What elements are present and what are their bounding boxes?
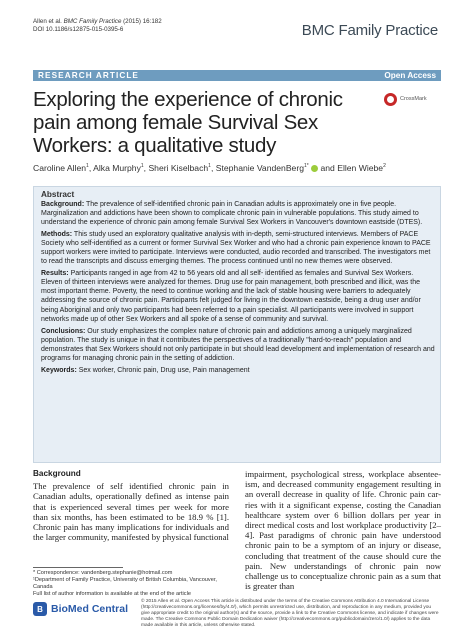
footnotes <box>33 570 229 598</box>
affiliation: ¹Department of Family Practice, University of British Columbia, Vancouver, Canada <box>33 577 217 590</box>
biomed-central-icon: B <box>33 602 47 616</box>
correspondence: * Correspondence: vandenberg.stephanie@hotmail.com <box>33 570 173 576</box>
body-paragraph: The prevalence of self identified chronic pain in Canadian adults, operationally defined as intense pain that is experienced several times per week for more than six months, has been estimated to be 18.9 % [1]. Chronic pain has many implications for individuals and the larger community, manifested by physical functional <box>33 481 229 543</box>
author-name: Stephanie VandenBerg <box>215 163 304 173</box>
page-footer <box>33 599 441 628</box>
body-column-left <box>33 469 229 542</box>
abstract-box <box>33 186 441 463</box>
citation-journal: BMC Family Practice <box>63 18 122 25</box>
author-name: and Ellen Wiebe <box>320 163 384 173</box>
body-column-right <box>245 469 441 591</box>
article-citation <box>33 18 162 34</box>
biomed-central-logo <box>33 602 128 616</box>
citation-doi: DOI 10.1186/s12875-015-0395-6 <box>33 26 124 33</box>
abstract-results: Results: Participants ranged in age from 42 to 56 years old and all self- identified as females and Survival Sex Workers. Eleven of thirteen interviews were analyzed for themes. Drug use for pain management, both prescribed and illicit, was the most important theme. Poverty, the need to continue working and the lack of stable housing were barriers to adequately addressing the source of chronic pain. Participants felt judged for living in the downtown eastside, being a drug user and/or being Aboriginal and only two participants had been referred to a pain specialist. All participants were involved in support networks made up of other Sex Workers and all spoke of a sense of community and survival. <box>41 270 421 323</box>
biomed-central-name: BioMed Central <box>51 603 129 615</box>
citation-volume: (2015) 16:182 <box>121 18 162 25</box>
abstract-heading: Abstract <box>41 190 75 199</box>
abstract-conclusions: Conclusions: Our study emphasizes the complex nature of chronic pain and addictions among a uniquely marginalized population. The study is unique in that it contributes the perspectives of a traditionally "hard-to-reach" population and demonstrates that Sex Workers should not only participate in but should lead development and implementation of research and programs for managing chronic pain in the setting of addiction. <box>41 327 435 362</box>
article-type-label: RESEARCH ARTICLE <box>38 71 139 80</box>
abstract-background: Background: The prevalence of self-identified chronic pain in Canadian adults is approximately one in five people. Marginalization and addictions have been shown to complicate chronic pain in vulnerable populations. This study aimed to understand the experience of chronic pain among female Survival Sex Workers in Vancouver's downtown eastside (DTES). <box>41 201 423 227</box>
crossmark-label: CrossMark <box>400 96 427 102</box>
abstract-methods: Methods: This study used an exploratory qualitative analysis with in-depth, semi-structured interviews. Members of PACE Society who self-identified as a current or former Survival Sex Worker and who had a chronic pain experience known to PACE support workers were invited to participate. Interviews were conducted, audio recorded and transcribed. The investigators met to read the transcripts and discuss emerging themes. The process continued until no new themes were observed. <box>41 231 431 266</box>
license-text: © 2015 Allen et al. Open Access This article is distributed under the terms of the Creative Commons Attribution 4.0 International License (http://creativecommons.org/licenses/by/4.0/), which permits unrestricted use, distribution, and reproduction in any medium, provided you give appropriate credit to the original author(s) and the source, provide a link to the Creative Commons license, and indicate if changes were made. The Creative Commons Public Domain Dedication waiver (http://creativecommons.org/publicdomain/zero/1.0/) applies to the data made available in this article, unless otherwise stated. <box>141 599 439 628</box>
author-name: Alka Murphy <box>93 163 141 173</box>
journal-name: BMC Family Practice <box>301 22 438 39</box>
section-heading: Background <box>33 469 81 478</box>
citation-authors: Allen et al. <box>33 18 64 25</box>
article-type-bar <box>33 70 441 81</box>
open-access-label: Open Access <box>384 71 436 80</box>
author-name: Sheri Kiselbach <box>148 163 209 173</box>
abstract-keywords: Keywords: Sex worker, Chronic pain, Drug use, Pain management <box>41 366 250 374</box>
crossmark-badge[interactable] <box>384 92 444 106</box>
article-title: Exploring the experience of chronic pain among female Survival Sex Workers: a qualitative study <box>33 88 343 157</box>
footnote-divider <box>33 567 123 568</box>
author-info-note: Full list of author information is available at the end of the article <box>33 591 191 597</box>
author-name: Caroline Allen <box>33 163 87 173</box>
body-paragraph: impairment, psychological stress, workplace absentee-ism, and decreased community engagement resulting in an overall decrease in quality of life. Chronic pain car-ries with it a significant expense, costing the Canadian healthcare system over 6 billion dollars per year in direct medical costs and lost workplace productivity [2–4]. Past paradigms of chronic pain have understood chronic pain to be a symptom of an injury or disease, concluding that treatment of the cause should cure the pain. New understandings of chronic pain now challenge us to conceptualize chronic pain as a sum that is greater than <box>245 469 441 592</box>
author-list: Caroline Allen$^1$, Alka Murphy$^1$, Sheri Kiselbach$^1$, Stephanie VandenBerg$^{1*}$ and Ellen Wiebe$^2$ <box>33 163 386 173</box>
crossmark-icon <box>384 93 397 106</box>
orcid-icon[interactable] <box>311 165 318 172</box>
